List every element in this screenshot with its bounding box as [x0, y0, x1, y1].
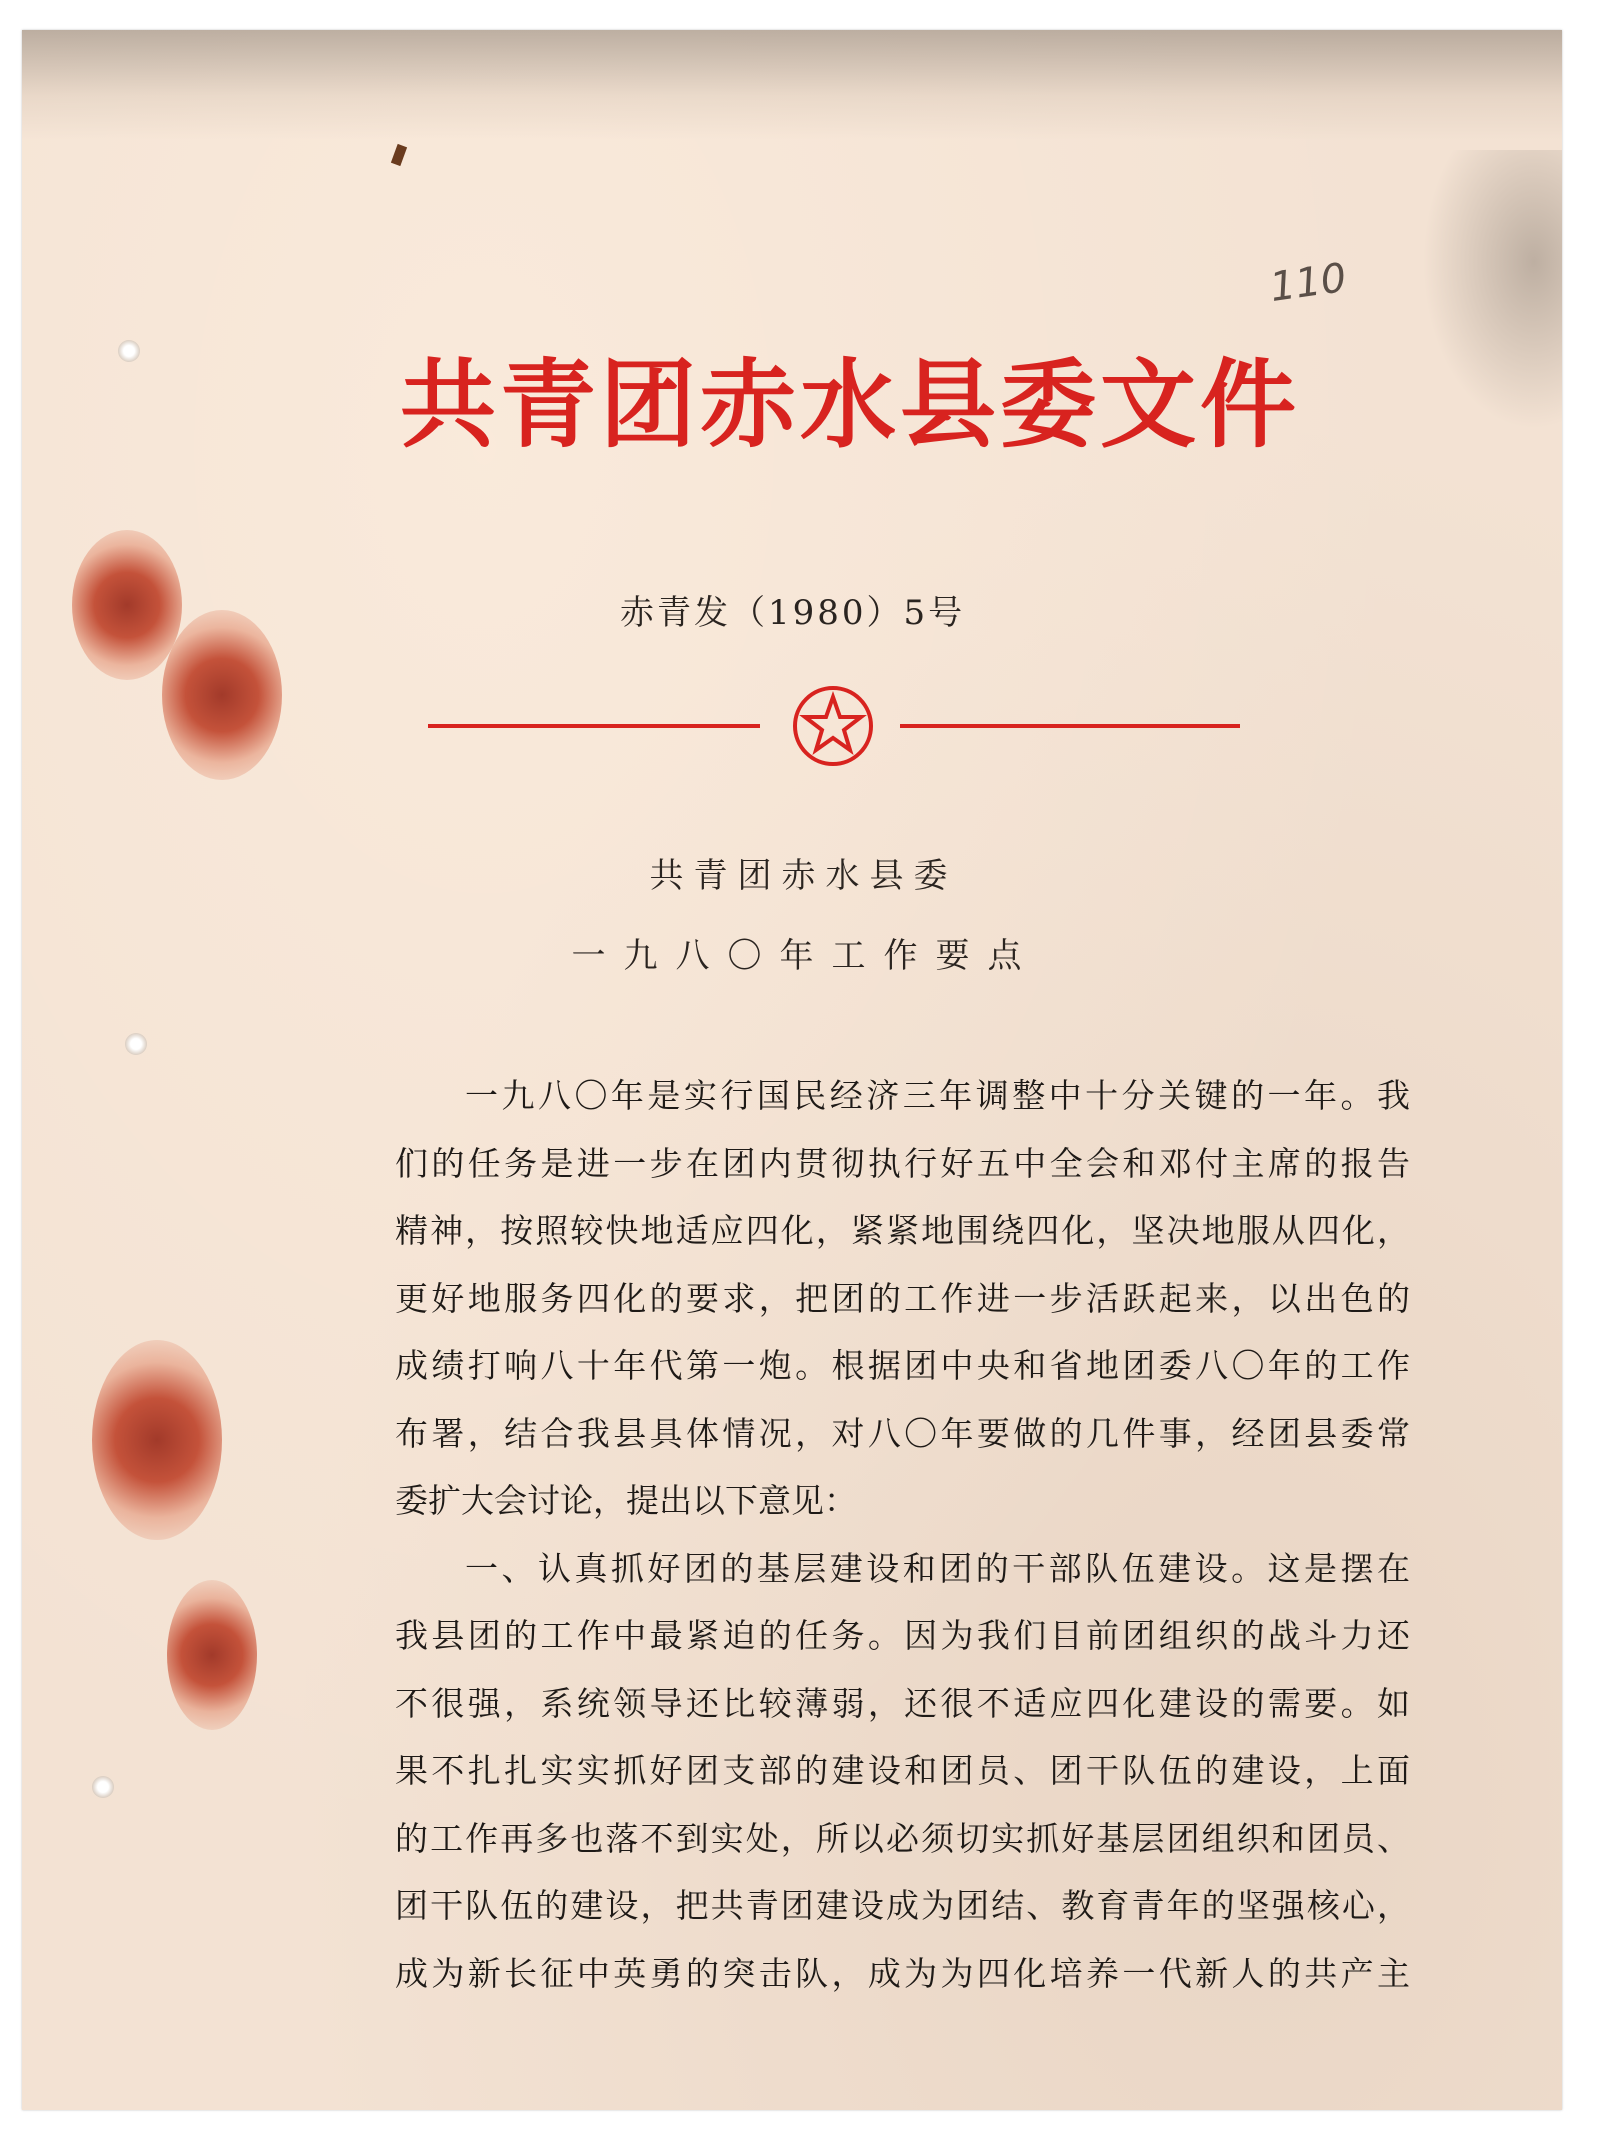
body-line: 一、认真抓好团的基层建设和团的干部队伍建设。这是摆在 — [465, 1548, 1410, 1588]
body-line: 成为新长征中英勇的突击队，成为为四化培养一代新人的共产主 — [395, 1953, 1410, 1993]
body-line: 们的任务是进一步在团内贯彻执行好五中全会和邓付主席的报告 — [395, 1143, 1410, 1183]
document-number: 赤青发（1980）5号 — [620, 593, 966, 633]
red-rule-left — [428, 724, 760, 728]
title-line-2: 一九八〇年工作要点 — [571, 936, 1040, 976]
red-rule-right — [900, 724, 1240, 728]
body-line: 的工作再多也落不到实处，所以必须切实抓好基层团组织和团员、 — [395, 1818, 1410, 1858]
handwritten-page-number: 110 — [1267, 254, 1350, 312]
body-line: 委扩大会讨论，提出以下意见： — [395, 1481, 857, 1520]
title-line-1: 共青团赤水县委 — [649, 856, 958, 896]
body-line: 团干队伍的建设，把共青团建设成为团结、教育青年的坚强核心， — [395, 1886, 1410, 1925]
red-star-icon — [790, 683, 876, 769]
rust-stain — [167, 1580, 257, 1730]
masthead-title: 共青团赤水县委文件 — [400, 349, 1300, 461]
body-line: 布署，结合我县具体情况，对八〇年要做的几件事，经团县委常 — [395, 1413, 1410, 1453]
body-line: 成绩打响八十年代第一炮。根据团中央和省地团委八〇年的工作 — [395, 1346, 1410, 1385]
body-text — [395, 1062, 1410, 2007]
body-line: 更好地服务四化的要求，把团的工作进一步活跃起来，以出色的 — [395, 1278, 1410, 1318]
body-line: 精神，按照较快地适应四化，紧紧地围绕四化，坚决地服从四化， — [395, 1211, 1410, 1250]
right-edge-stain — [1422, 150, 1562, 430]
top-edge-stain — [22, 30, 1562, 140]
body-line: 我县团的工作中最紧迫的任务。因为我们目前团组织的战斗力还 — [395, 1616, 1410, 1655]
punch-hole — [125, 1033, 147, 1055]
body-line: 一九八〇年是实行国民经济三年调整中十分关键的一年。我 — [465, 1076, 1410, 1115]
punch-hole — [92, 1776, 114, 1798]
body-line: 果不扎扎实实抓好团支部的建设和团员、团干队伍的建设，上面 — [395, 1751, 1410, 1790]
rust-stain — [92, 1340, 222, 1540]
rust-stain — [72, 530, 182, 680]
pen-mark — [391, 144, 407, 166]
body-line: 不很强，系统领导还比较薄弱，还很不适应四化建设的需要。如 — [395, 1683, 1410, 1723]
rust-stain — [162, 610, 282, 780]
punch-hole — [118, 340, 140, 362]
